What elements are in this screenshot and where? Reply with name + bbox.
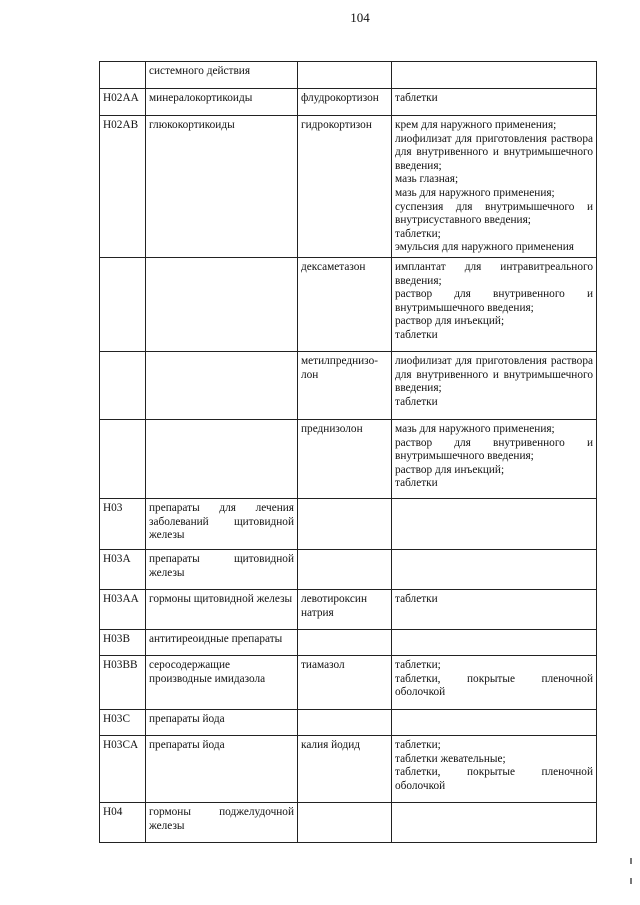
drug-name-cell: [298, 499, 392, 550]
atc-code-cell: H02AA: [100, 89, 146, 116]
dosage-forms-cell: [392, 258, 597, 352]
atc-code-cell: H03BB: [100, 656, 146, 710]
dosage-form: таблетки: [395, 328, 438, 341]
group-name-cell: препараты для лечения заболеваний щитовидной железы: [146, 499, 298, 550]
dosage-form: таблетки, покрытые пленочной оболочкой: [395, 672, 593, 699]
dosage-forms-cell: [392, 89, 597, 116]
atc-code-cell: H03C: [100, 710, 146, 736]
dosage-form: таблетки: [395, 477, 438, 490]
drug-name-cell: метилпреднизо-лон: [298, 352, 392, 420]
dosage-forms-cell: [392, 656, 597, 710]
drug-name-cell: [298, 630, 392, 656]
group-name-cell: [146, 258, 298, 352]
table-row: [100, 258, 597, 352]
group-name-cell: системного действия: [146, 62, 298, 89]
dosage-forms-cell: [392, 499, 597, 550]
dosage-forms-cell: [392, 590, 597, 630]
drug-name-cell: преднизолон: [298, 420, 392, 499]
table-row: [100, 499, 597, 550]
dosage-form: таблетки;: [395, 739, 441, 751]
atc-code-cell: [100, 258, 146, 352]
atc-code-cell: H02AB: [100, 116, 146, 258]
dosage-forms-cell: [392, 710, 597, 736]
dosage-forms-cell: [392, 803, 597, 843]
dosage-forms-cell: [392, 550, 597, 590]
dosage-forms-cell: [392, 420, 597, 499]
dosage-form: крем для наружного применения;: [395, 119, 557, 131]
drug-name-cell: [298, 803, 392, 843]
table-row: [100, 62, 597, 89]
dosage-form: раствор для внутривенного и внутримышечного введения;: [395, 288, 593, 314]
table-row: [100, 630, 597, 656]
dosage-form: мазь для наружного применения;: [395, 423, 555, 435]
atc-code-cell: H03: [100, 499, 146, 550]
group-name-cell: [146, 352, 298, 420]
group-name-cell: гормоны поджелудочной железы: [146, 803, 298, 843]
drug-name-cell: дексаметазон: [298, 258, 392, 352]
dosage-form: лиофилизат для приготовления раствора для внутривенного и внутримышечного введения;: [395, 355, 593, 395]
group-name-cell: препараты йода: [146, 710, 298, 736]
atc-code-cell: [100, 352, 146, 420]
medication-table: [99, 61, 597, 843]
dosage-form: суспензия для внутримышечного и внутрисуставного введения;: [395, 200, 593, 227]
table-row: [100, 803, 597, 843]
atc-code-cell: H03A: [100, 550, 146, 590]
table-row: [100, 590, 597, 630]
group-name-cell: гормоны щитовидной железы: [146, 590, 298, 630]
dosage-form: эмульсия для наружного применения: [395, 241, 574, 254]
dosage-form: таблетки;: [395, 659, 441, 671]
table-row: [100, 116, 597, 258]
atc-code-cell: [100, 62, 146, 89]
atc-code-cell: H03B: [100, 630, 146, 656]
dosage-form: лиофилизат для приготовления раствора для внутривенного и внутримышечного введения;: [395, 132, 593, 172]
dosage-form: таблетки: [395, 92, 438, 104]
table-row: [100, 736, 597, 803]
atc-code-cell: H03AA: [100, 590, 146, 630]
drug-name-cell: левотироксин натрия: [298, 590, 392, 630]
atc-code-cell: [100, 420, 146, 499]
table-row: [100, 89, 597, 116]
drug-name-cell: [298, 550, 392, 590]
drug-name-cell: калия йодид: [298, 736, 392, 803]
dosage-form: таблетки, покрытые пленочной оболочкой: [395, 766, 593, 792]
dosage-forms-cell: [392, 62, 597, 89]
dosage-form: раствор для внутривенного и внутримышечного введения;: [395, 436, 593, 463]
dosage-form: таблетки;: [395, 227, 441, 240]
table-row: [100, 656, 597, 710]
group-name-cell: [146, 420, 298, 499]
drug-name-cell: гидрокортизон: [298, 116, 392, 258]
dosage-form: таблетки жевательные;: [395, 752, 506, 765]
dosage-forms-cell: [392, 736, 597, 803]
drug-name-cell: [298, 710, 392, 736]
page-number: 104: [350, 10, 370, 25]
dosage-form: раствор для инъекций;: [395, 315, 505, 328]
table-row: [100, 420, 597, 499]
scan-mark: [630, 858, 632, 864]
dosage-form: таблетки: [395, 395, 438, 408]
drug-name-cell: тиамазол: [298, 656, 392, 710]
drug-name-cell: флудрокортизон: [298, 89, 392, 116]
atc-code-cell: H04: [100, 803, 146, 843]
table-row: [100, 710, 597, 736]
group-name-cell: препараты йода: [146, 736, 298, 803]
scan-mark: [630, 878, 632, 884]
table-row: [100, 352, 597, 420]
atc-code-cell: H03CA: [100, 736, 146, 803]
group-name-cell: препараты щитовидной железы: [146, 550, 298, 590]
dosage-forms-cell: [392, 352, 597, 420]
table-row: [100, 550, 597, 590]
dosage-forms-cell: [392, 116, 597, 258]
dosage-forms-cell: [392, 630, 597, 656]
group-name-cell: минералокортикоиды: [146, 89, 298, 116]
group-name-cell: серосодержащие производные имидазола: [146, 656, 298, 710]
group-name-cell: глюкокортикоиды: [146, 116, 298, 258]
dosage-form: таблетки: [395, 593, 438, 605]
dosage-form: раствор для инъекций;: [395, 463, 505, 476]
group-name-cell: антитиреоидные препараты: [146, 630, 298, 656]
dosage-form: имплантат для интравитреального введения;: [395, 261, 593, 287]
dosage-form: мазь глазная;: [395, 173, 459, 186]
dosage-form: мазь для наружного применения;: [395, 186, 555, 199]
drug-name-cell: [298, 62, 392, 89]
